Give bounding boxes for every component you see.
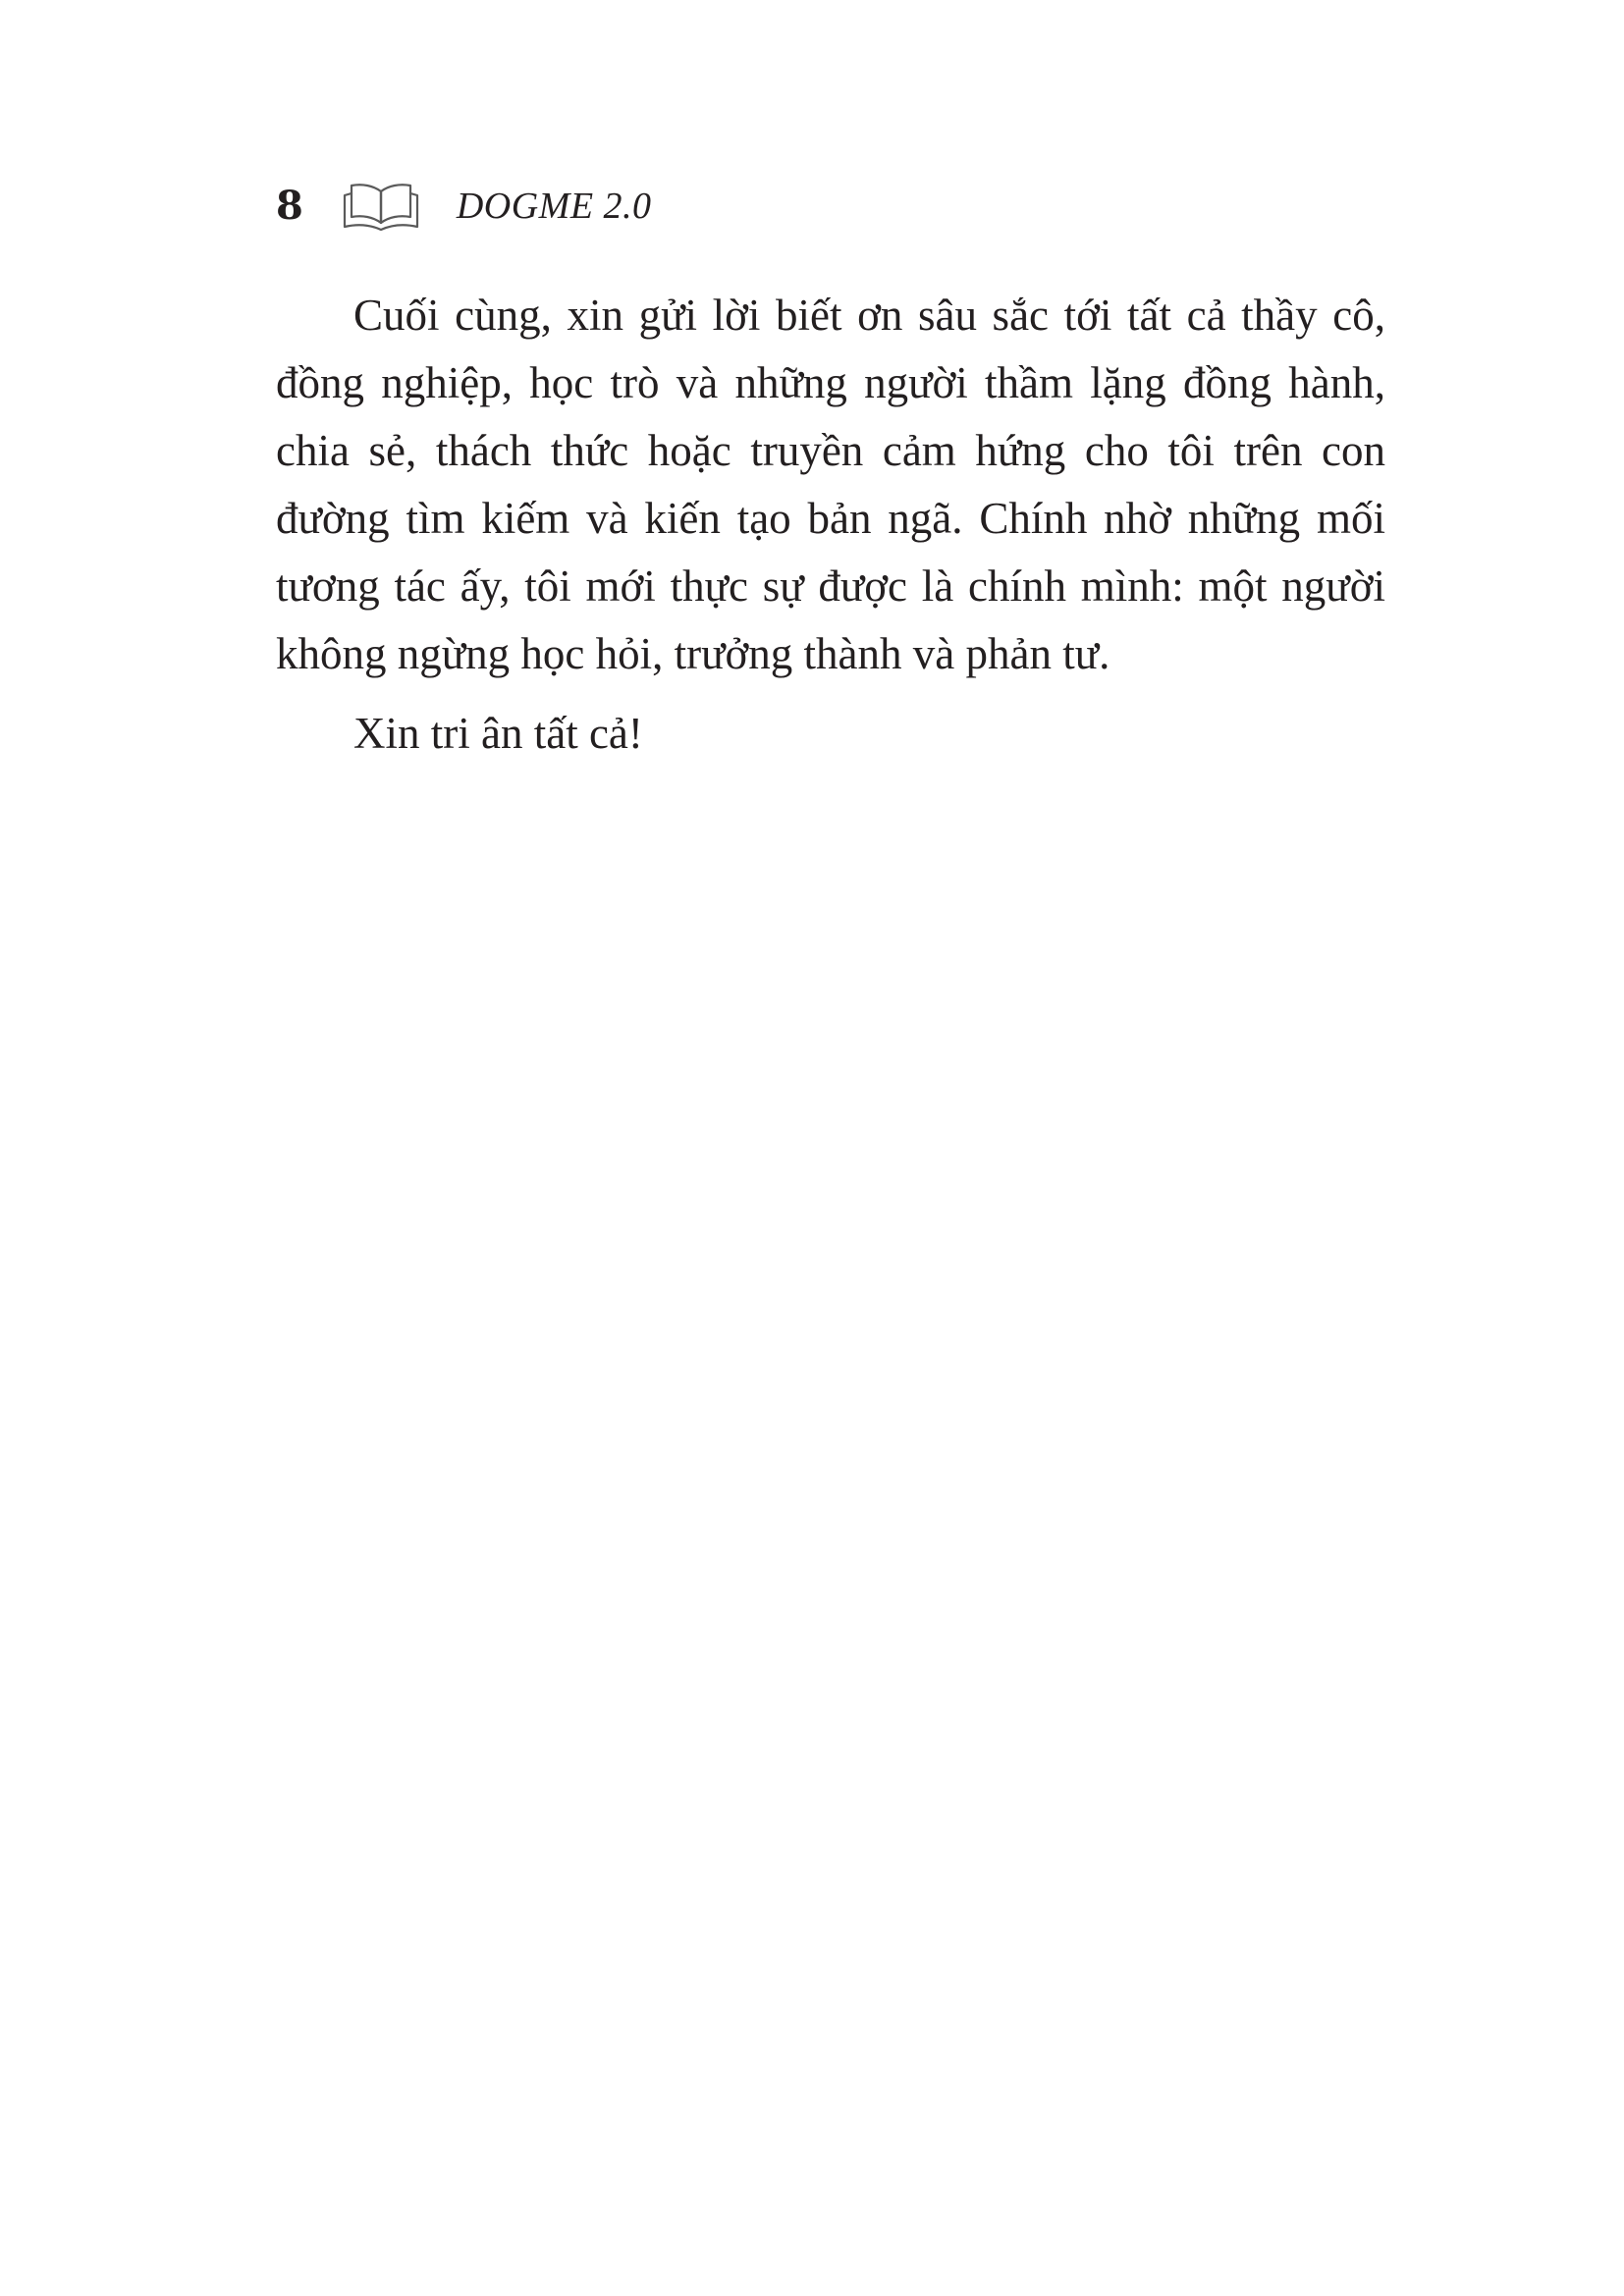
open-book-icon xyxy=(341,180,421,233)
body-text xyxy=(276,282,1385,768)
paragraph-acknowledgement: Cuối cùng, xin gửi lời biết ơn sâu sắc tới tất cả thầy cô, đồng nghiệp, học trò và những người thầm lặng đồng hành, chia sẻ, thách thức hoặc truyền cảm hứng cho tôi trên con đường tìm kiếm và kiến tạo bản ngã. Chính nhờ những mối tương tác ấy, tôi mới thực sự được là chính mình: một người không ngừng học hỏi, trưởng thành và phản tư. xyxy=(276,291,1385,678)
running-header xyxy=(276,177,652,236)
page-number: 8 xyxy=(276,183,303,229)
running-title: DOGME 2.0 xyxy=(456,186,652,227)
paragraph-closing: Xin tri ân tất cả! xyxy=(353,709,643,758)
